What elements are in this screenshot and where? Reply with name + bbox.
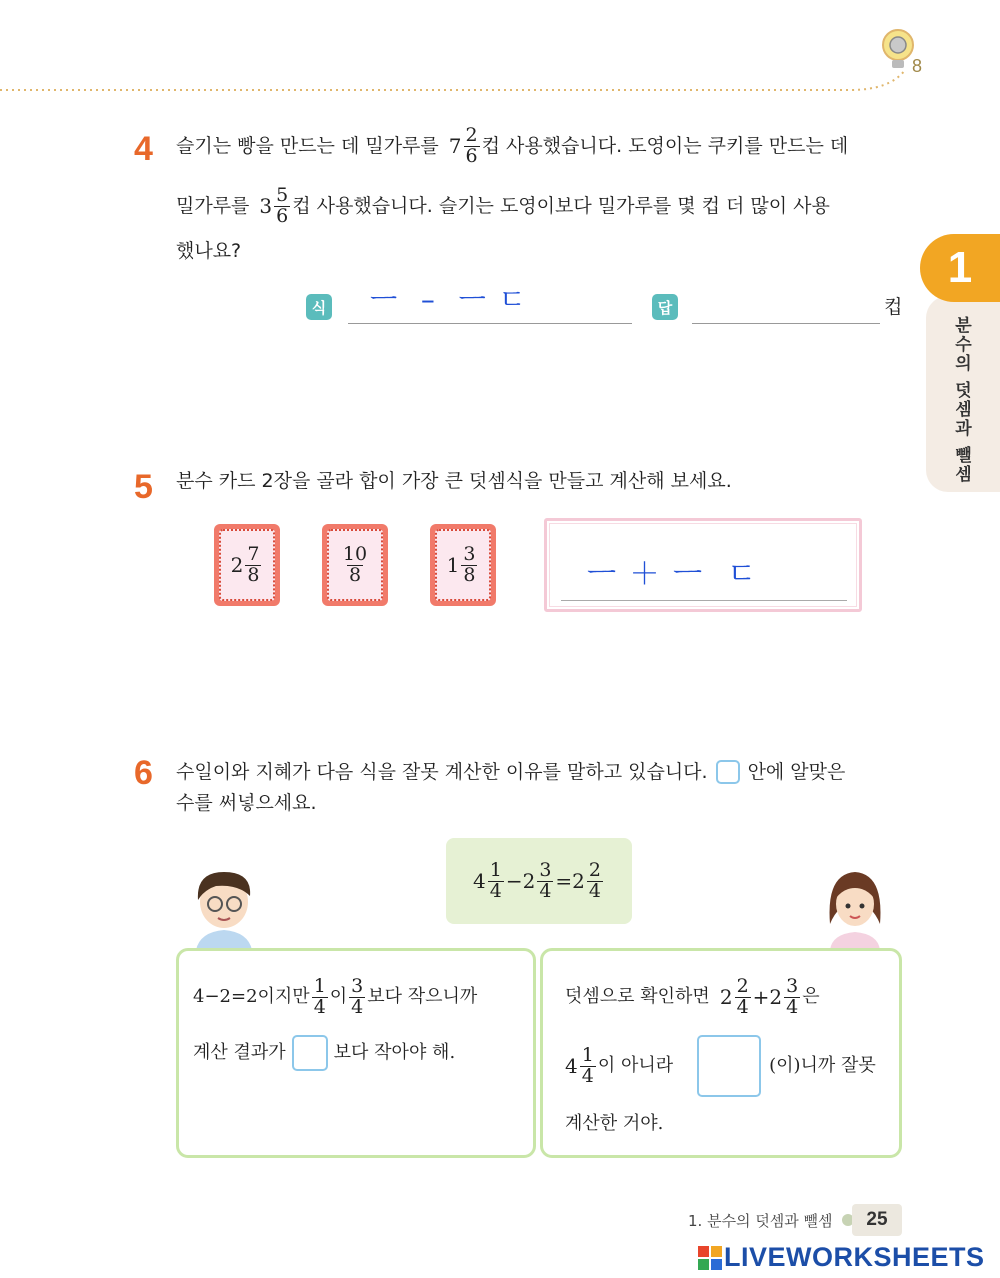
card3-num: 3 — [463, 542, 476, 565]
question-6-line-2: 수를 써넣으세요. — [176, 792, 317, 814]
q4-frac1-num: 2 — [465, 123, 478, 146]
eq-b-whole: 2 — [522, 869, 536, 893]
expression-handwriting: ㅡ – ㅡ ㄷ — [370, 283, 528, 316]
fraction-card-2[interactable] — [322, 524, 388, 606]
footer-page-number-box — [852, 1204, 902, 1236]
q4-frac1-den: 6 — [465, 144, 478, 167]
right-bubble-line-3: 계산한 거야. — [565, 1113, 664, 1134]
chapter-number: 1 — [947, 243, 973, 292]
q4-fraction-1 — [464, 123, 480, 167]
card2-num: 10 — [342, 542, 368, 565]
right-text-b: 은 — [802, 986, 820, 1007]
right-frac-b-num: 3 — [786, 974, 799, 997]
right-text-a: 덧셈으로 확인하면 — [565, 986, 710, 1007]
left-frac-b-num: 3 — [351, 974, 364, 997]
card3-den: 8 — [463, 563, 476, 586]
right-fraction-c — [580, 1043, 596, 1087]
right-frac-c-den: 4 — [581, 1064, 594, 1087]
eq-c-num: 2 — [588, 858, 601, 881]
right-fraction-b — [784, 974, 800, 1018]
answer-label: 답 — [652, 294, 678, 320]
eq-c-fraction — [587, 858, 603, 902]
card1-num: 7 — [247, 542, 260, 565]
left-bubble-line-1 — [193, 969, 477, 1025]
q4-text-d: 컵 사용했습니다. 슬기는 도영이보다 밀가루를 몇 컵 더 많이 사용 — [292, 194, 830, 217]
question-4-number: 4 — [134, 130, 153, 168]
q4-fraction-2 — [274, 183, 290, 227]
liveworksheets-brand[interactable]: LIVEWORKSHEETS — [724, 1242, 985, 1272]
right-frac-a-den: 4 — [736, 995, 749, 1018]
right-frac-c-num: 1 — [581, 1043, 594, 1066]
header-page-badge: 8 — [912, 56, 923, 76]
liveworksheets-logo-icon — [698, 1246, 722, 1270]
eq-b-fraction — [537, 858, 553, 902]
card1-whole: 2 — [230, 553, 244, 577]
card3-fraction — [461, 542, 477, 586]
right-speech-bubble — [540, 948, 902, 1158]
lightbulb-icon — [880, 28, 916, 72]
question-4-line-2 — [176, 178, 830, 234]
eq-b-den: 4 — [539, 879, 552, 902]
left-frac-a-num: 1 — [313, 974, 326, 997]
question-5-text: 분수 카드 2장을 골라 합이 가장 큰 덧셈식을 만들고 계산해 보세요. — [176, 470, 732, 492]
left-text-a: 4−2=2이지만 — [193, 986, 310, 1007]
q4-text-b: 컵 사용했습니다. 도영이는 쿠키를 만드는 데 — [481, 134, 849, 157]
card1-den: 8 — [247, 563, 260, 586]
question-6-number: 6 — [134, 754, 153, 792]
left-frac-a-den: 4 — [313, 995, 326, 1018]
right-frac-b-den: 4 — [786, 995, 799, 1018]
eq-a-fraction — [488, 858, 504, 902]
left-bubble-line-2 — [193, 1033, 455, 1073]
right-text-d: (이)니까 잘못 — [769, 1055, 876, 1076]
left-fraction-a — [312, 974, 328, 1018]
eq-c-whole: 2 — [572, 869, 585, 893]
answer-input[interactable] — [692, 284, 880, 324]
eq-a-den: 4 — [489, 879, 502, 902]
expression-label: 식 — [306, 294, 332, 320]
right-fraction-a — [735, 974, 751, 1018]
eq-a-num: 1 — [489, 858, 502, 881]
left-text-e: 보다 작아야 해. — [333, 1042, 456, 1063]
right-frac-b-whole: 2 — [769, 985, 783, 1009]
chapter-number-badge — [920, 234, 1000, 302]
eq-a-whole: 4 — [472, 869, 486, 893]
q4-text-c: 밀가루를 — [176, 194, 250, 217]
left-frac-b-den: 4 — [351, 995, 364, 1018]
q4-frac2-num: 5 — [276, 183, 289, 206]
left-text-b: 이 — [329, 986, 348, 1007]
right-answer-box[interactable] — [697, 1035, 761, 1097]
left-fraction-b — [349, 974, 365, 1018]
right-bubble-line-2 — [565, 1035, 876, 1097]
footer-chapter-caption: 1. 분수의 덧셈과 뺄셈 — [688, 1212, 833, 1230]
right-frac-a-whole: 2 — [719, 985, 733, 1009]
q5-answer-box — [544, 518, 862, 612]
q4-text-a: 슬기는 빵을 만드는 데 밀가루를 — [176, 134, 439, 157]
fraction-card-3[interactable] — [430, 524, 496, 606]
boy-character-icon — [186, 862, 262, 950]
blank-box-icon — [716, 760, 740, 784]
equation-box — [446, 838, 632, 924]
q4-frac1-whole: 7 — [448, 134, 462, 158]
left-answer-box[interactable] — [292, 1035, 328, 1071]
left-speech-bubble — [176, 948, 536, 1158]
eq-minus: − — [505, 869, 523, 893]
q4-frac2-den: 6 — [276, 204, 289, 227]
page-number: 25 — [866, 1209, 888, 1230]
q4-frac2-whole: 3 — [259, 194, 273, 218]
expression-input[interactable] — [348, 284, 632, 324]
question-4-line-3: 했나요? — [176, 240, 242, 262]
card1-fraction — [245, 542, 261, 586]
right-text-c: 이 아니라 — [597, 1055, 674, 1076]
girl-character-icon — [822, 864, 888, 950]
right-plus: + — [752, 985, 770, 1009]
chapter-title-vertical: 분수의 덧셈과 뺄셈 — [951, 316, 971, 484]
question-6-line-1 — [176, 760, 845, 784]
right-frac-c-whole: 4 — [565, 1054, 578, 1078]
question-5-number: 5 — [134, 468, 153, 506]
eq-equals: = — [555, 869, 573, 893]
right-frac-a-num: 2 — [736, 974, 749, 997]
header-dotted-line — [0, 0, 1000, 110]
q6-text-b: 안에 알맞은 — [747, 760, 846, 783]
left-text-d: 계산 결과가 — [193, 1042, 286, 1063]
q6-text-a: 수일이와 지혜가 다음 식을 잘못 계산한 이유를 말하고 있습니다. — [176, 760, 708, 783]
eq-c-den: 4 — [588, 879, 601, 902]
right-bubble-line-1 — [565, 969, 820, 1025]
card2-den: 8 — [348, 563, 362, 586]
answer-unit: 컵 — [884, 296, 903, 318]
fraction-card-1[interactable] — [214, 524, 280, 606]
card2-fraction — [341, 542, 369, 586]
question-4-line-1 — [176, 118, 848, 174]
card3-whole: 1 — [446, 553, 460, 577]
eq-b-num: 3 — [539, 858, 552, 881]
q5-answer-handwriting: ㅡ ＋ ㅡ ㄷ — [587, 557, 759, 592]
left-text-c: 보다 작으니까 — [367, 986, 478, 1007]
